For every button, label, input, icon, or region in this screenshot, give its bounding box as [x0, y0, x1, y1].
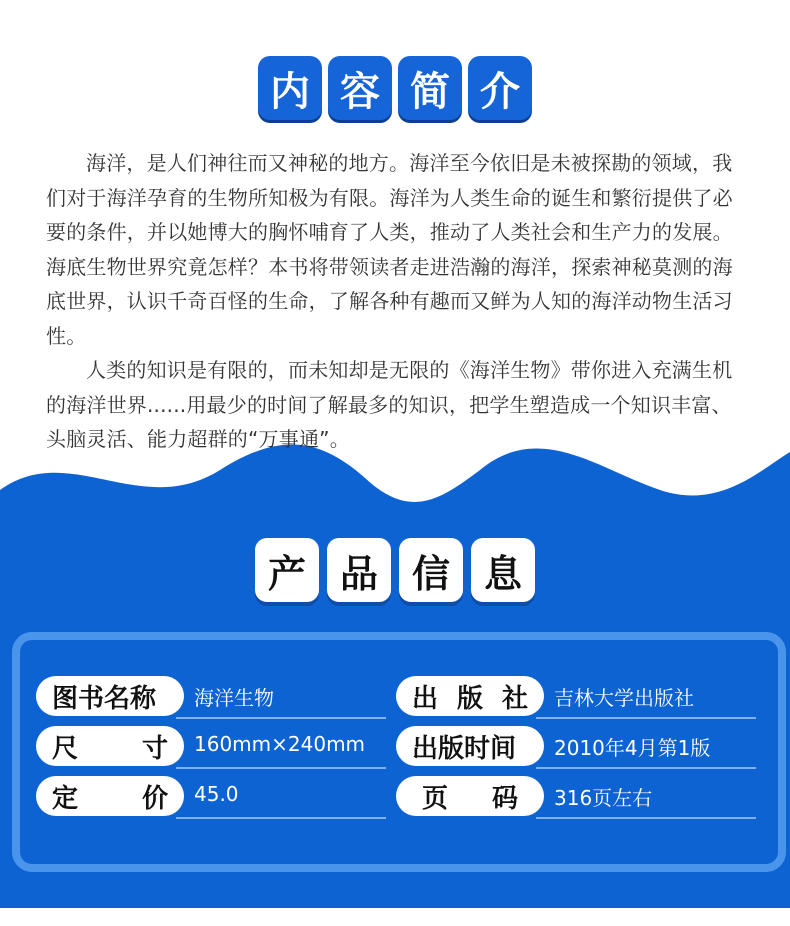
divider-line: [176, 817, 386, 819]
product-title-char: 息: [471, 538, 535, 602]
label-book-name: [36, 676, 184, 716]
product-title-char: 产: [255, 538, 319, 602]
divider-line: [536, 717, 756, 719]
intro-title-char: 介: [468, 56, 532, 120]
label-text: 页: [422, 783, 449, 814]
product-title: [0, 538, 790, 602]
label-text: 定: [52, 783, 79, 814]
intro-title-char: 内: [258, 56, 322, 120]
label-text: 出版时间: [412, 733, 517, 764]
label-text: 码: [491, 783, 518, 814]
label-pages: [396, 776, 544, 816]
value-size: 160mm×240mm: [194, 732, 366, 756]
bottom-white-strip: [0, 908, 790, 926]
info-row-title: [36, 676, 386, 718]
value-price: 45.0: [194, 782, 239, 806]
label-text: 寸: [141, 733, 168, 764]
label-size: [36, 726, 184, 766]
product-info-panel: [12, 632, 786, 872]
value-pubdate: 2010年4月第1版: [554, 736, 711, 760]
info-row-price: [36, 776, 386, 818]
label-text: 版: [456, 683, 483, 714]
intro-title: [0, 56, 790, 120]
intro-paragraph: 人类的知识是有限的，而未知却是无限的《海洋生物》带你进入充满生机的海洋世界......用最少的时间了解最多的知识，把学生塑造成一个知识丰富、头脑灵活、能力超群的“万事通”。: [46, 358, 733, 451]
divider-line: [536, 767, 756, 769]
intro-text: [46, 146, 746, 457]
value-pages: 316页左右: [554, 786, 653, 810]
intro-title-char: 简: [398, 56, 462, 120]
value-book-name: 海洋生物: [194, 686, 274, 710]
info-row-pubdate: [396, 726, 756, 768]
label-price: [36, 776, 184, 816]
label-text: 价: [141, 783, 168, 814]
product-title-char: 品: [327, 538, 391, 602]
label-publisher: [396, 676, 544, 716]
info-row-size: [36, 726, 386, 768]
info-row-pages: [396, 776, 756, 818]
value-publisher: 吉林大学出版社: [554, 686, 694, 710]
intro-title-char: 容: [328, 56, 392, 120]
divider-line: [536, 817, 756, 819]
product-title-char: 信: [399, 538, 463, 602]
label-pubdate: [396, 726, 544, 766]
label-text: 图书名称: [52, 683, 157, 714]
label-text: 出: [412, 683, 439, 714]
info-row-publisher: [396, 676, 756, 718]
intro-paragraph: 海洋，是人们神往而又神秘的地方。海洋至今依旧是未被探勘的领域，我们对于海洋孕育的生物所知极为有限。海洋为人类生命的诞生和繁衍提供了必要的条件，并以她博大的胸怀哺育了人类，推动了人类社会和生产力的发展。海底生物世界究竟怎样？本书将带领读者走进浩瀚的海洋，探索神秘莫测的海底世界，认识千奇百怪的生命，了解各种有趣而又鲜为人知的海洋动物生活习性。: [46, 151, 733, 348]
label-text: 社: [501, 683, 528, 714]
label-text: 尺: [52, 733, 79, 764]
divider-line: [176, 767, 386, 769]
divider-line: [176, 717, 386, 719]
